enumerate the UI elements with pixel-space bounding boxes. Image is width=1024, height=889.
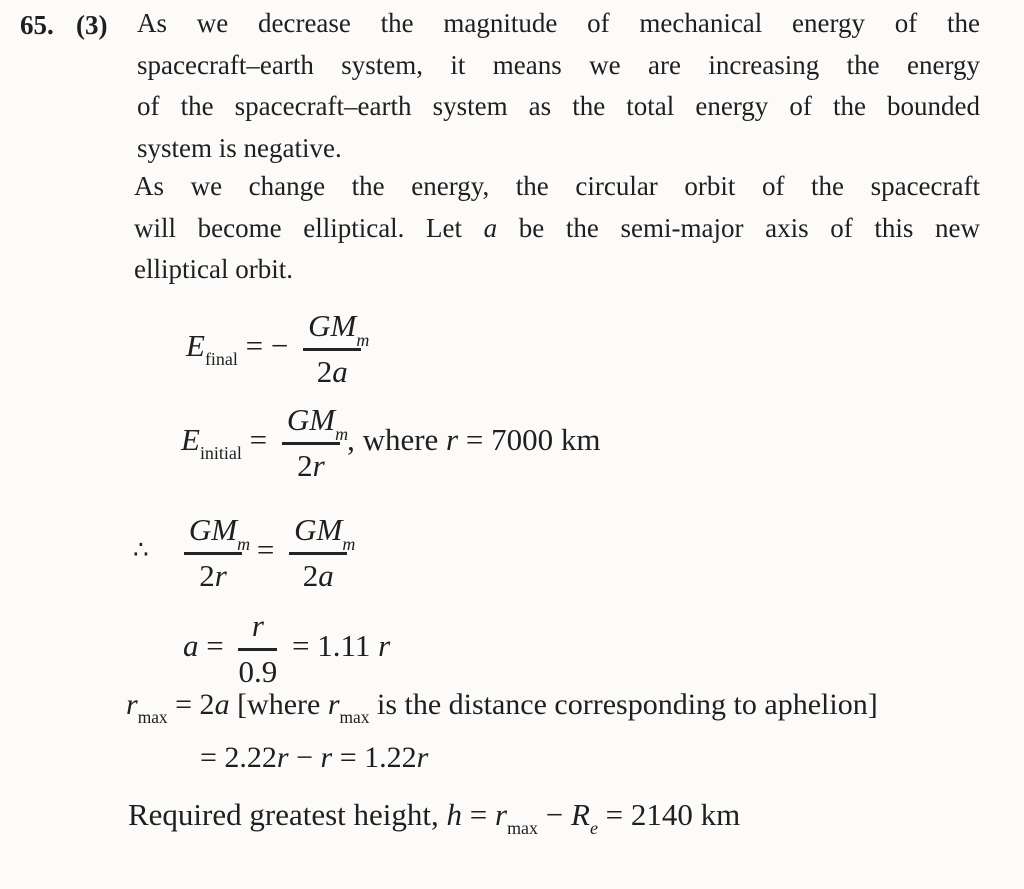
text-line [134, 208, 980, 250]
coefficient-2: 2 [297, 448, 313, 483]
subscript-initial: initial [199, 443, 242, 464]
subscript-max: max [339, 706, 370, 727]
text-line: of the spacecraft–earth system as the total energy of the bounded [137, 91, 980, 121]
bracket-text: [where [229, 688, 328, 721]
variable-r: r [495, 797, 508, 832]
equation-e-final [186, 308, 368, 390]
equation-greatest-height [128, 797, 741, 838]
fraction-denominator [184, 555, 242, 594]
fraction-denominator [303, 351, 361, 390]
fraction-denominator: 0.9 [238, 654, 278, 689]
fraction-gm-over-2a [289, 512, 356, 594]
variable-r: r [416, 741, 429, 774]
equals-coefficient: = 2 [167, 688, 215, 721]
text-line: system is negative. [137, 132, 342, 163]
fraction-numerator: GMm [184, 512, 242, 555]
fraction-denominator [289, 555, 347, 594]
variable-r: r [214, 558, 227, 593]
equation-e-initial [181, 402, 600, 484]
symbol-R-earth: R [571, 797, 590, 832]
symbol-E: E [181, 422, 200, 458]
fraction-denominator [282, 445, 340, 484]
symbol-GM: GM [188, 512, 238, 547]
fraction-gm-over-2r [282, 402, 349, 484]
equals-sign: = [256, 532, 275, 568]
subscript-max: max [137, 706, 168, 727]
equals-sign: = [249, 422, 268, 458]
fraction-gm-over-2a [303, 308, 370, 390]
equation-r-max [126, 688, 878, 727]
solution-paragraph-2 [134, 166, 980, 291]
text-line: elliptical orbit. [134, 254, 293, 284]
variable-r: r [327, 688, 340, 721]
equation-r-max-value [200, 741, 428, 775]
fraction-numerator: GMm [303, 308, 361, 351]
equals-minus: = − [245, 328, 289, 364]
answer-choice: (3) [76, 10, 108, 40]
variable-r: r [276, 741, 289, 774]
fraction-numerator: GMm [282, 402, 340, 445]
variable-r: r [312, 448, 325, 483]
text-segment: Required greatest height, [128, 797, 447, 832]
coefficient-2: 2 [302, 558, 319, 593]
subscript-max: max [507, 817, 539, 838]
symbol-GM: GM [308, 308, 357, 343]
text-segment: = 7000 km [458, 422, 601, 458]
equals-value: = 1.11 [291, 628, 379, 664]
variable-a: a [183, 628, 199, 664]
text-segment: will become elliptical. Let [134, 212, 484, 243]
equation-equate-energies [133, 512, 354, 594]
text-line: As we change the energy, the circular orbit of the spacecraft [134, 171, 980, 201]
variable-r: r [320, 741, 333, 774]
text-line: As we decrease the magnitude of mechanical energy of the [137, 8, 980, 38]
variable-r: r [126, 688, 138, 721]
fraction-gm-over-2r [184, 512, 251, 594]
equals-value: = 1.22 [332, 741, 417, 774]
coefficient-2: 2 [199, 558, 215, 593]
equals-sign: = [462, 797, 495, 832]
equals-sign: = [206, 628, 224, 664]
variable-r: r [251, 608, 264, 643]
variable-a: a [332, 354, 348, 389]
variable-r: r [378, 628, 391, 664]
variable-r: r [446, 422, 459, 458]
equals-value: = 2.22 [200, 741, 277, 774]
subscript-final: final [204, 349, 238, 370]
variable-h: h [446, 797, 463, 832]
result-value: = 2140 km [597, 797, 741, 832]
fraction-numerator [238, 608, 277, 651]
bracket-text: is the distance corresponding to aphelion] [369, 688, 878, 721]
solution-paragraph-1 [137, 3, 980, 169]
subscript-e: e [589, 817, 598, 838]
text-segment: be the semi-major axis of this new [497, 212, 980, 243]
therefore-symbol: ∴ [133, 535, 149, 565]
problem-number: 65. [20, 10, 54, 40]
minus-sign: − [538, 797, 571, 832]
text-segment: , where [347, 422, 447, 458]
text-line: spacecraft–earth system, it means we are increasing the energy [137, 49, 980, 80]
variable-a: a [214, 688, 230, 721]
symbol-E: E [186, 328, 205, 364]
symbol-GM: GM [294, 512, 343, 547]
equation-semi-major-axis [183, 608, 390, 690]
variable-a: a [483, 212, 498, 243]
symbol-GM: GM [286, 402, 336, 437]
variable-a: a [318, 558, 334, 593]
coefficient-2: 2 [316, 354, 333, 389]
fraction-numerator: GMm [289, 512, 347, 555]
fraction-r-over-0.9 [238, 608, 277, 690]
minus-sign: − [288, 741, 321, 774]
